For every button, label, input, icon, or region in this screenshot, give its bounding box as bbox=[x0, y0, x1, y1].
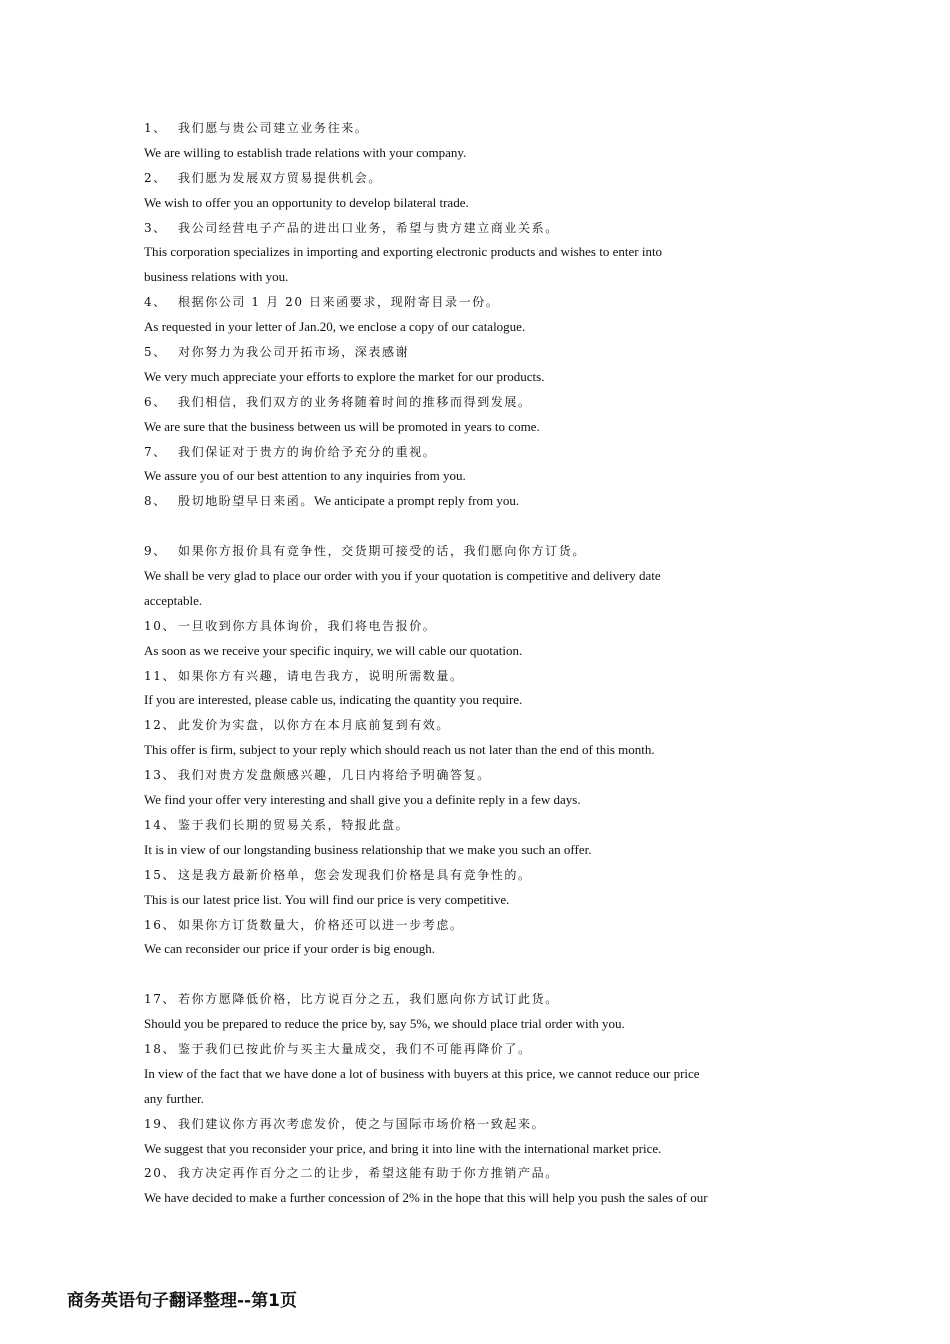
item-number: 1、 bbox=[144, 121, 167, 135]
item-number: 8、 bbox=[144, 494, 167, 509]
chinese-sentence bbox=[144, 539, 784, 564]
english-translation: We shall be very glad to place our order with you if your quotation is competitive and delivery date bbox=[144, 568, 661, 584]
chinese-sentence bbox=[144, 713, 784, 738]
chinese-text: 我们相信，我们双方的业务将随着时间的推移而得到发展。 bbox=[178, 394, 532, 409]
item-number: 19、 bbox=[144, 1116, 177, 1131]
item-number: 17、 bbox=[144, 992, 177, 1007]
chinese-sentence bbox=[144, 1161, 784, 1186]
chinese-sentence bbox=[144, 116, 784, 141]
english-translation: We are willing to establish trade relations with your company. bbox=[144, 144, 467, 160]
chinese-sentence bbox=[144, 440, 784, 465]
english-translation: We have decided to make a further concession of 2% in the hope that this will help you push the sales of our bbox=[144, 1190, 708, 1206]
chinese-text: 若你方愿降低价格，比方说百分之五，我们愿向你方试订此货。 bbox=[178, 992, 559, 1007]
chinese-text: 如果你方报价具有竞争性，交货期可接受的话，我们愿向你方订货。 bbox=[178, 544, 587, 559]
item-number: 5、 bbox=[144, 345, 167, 360]
item-number: 7、 bbox=[144, 444, 167, 459]
chinese-text: 这是我方最新价格单，您会发现我们价格是具有竞争性的。 bbox=[178, 867, 532, 882]
chinese-text: 鉴于我们长期的贸易关系，特报此盘。 bbox=[178, 817, 410, 832]
english-translation: any further. bbox=[144, 1090, 204, 1106]
chinese-text: 如果你方有兴趣，请电告我方，说明所需数量。 bbox=[178, 668, 464, 683]
english-translation: It is in view of our longstanding business relationship that we make you such an offer. bbox=[144, 841, 592, 857]
chinese-sentence bbox=[144, 863, 784, 888]
item-number: 18、 bbox=[144, 1041, 177, 1056]
chinese-sentence bbox=[144, 813, 784, 838]
english-translation: This corporation specializes in importing and exporting electronic products and wishes to enter into bbox=[144, 244, 663, 260]
english-translation: If you are interested, please cable us, indicating the quantity you require. bbox=[144, 692, 523, 708]
chinese-sentence bbox=[144, 216, 784, 241]
section-spacer bbox=[144, 514, 784, 539]
english-translation: We assure you of our best attention to any inquiries from you. bbox=[144, 468, 466, 484]
chinese-sentence bbox=[144, 489, 784, 514]
chinese-text: 我公司经营电子产品的进出口业务，希望与贵方建立商业关系。 bbox=[178, 220, 559, 235]
english-translation: In view of the fact that we have done a lot of business with buyers at this price, we cannot reduce our price bbox=[144, 1065, 700, 1081]
english-translation: We suggest that you reconsider your price, and bring it into line with the international market price. bbox=[144, 1140, 662, 1156]
chinese-sentence bbox=[144, 290, 784, 315]
chinese-text: 根据你公司 1 月 20 日来函要求，现附寄目录一份。 bbox=[178, 295, 500, 310]
english-translation: acceptable. bbox=[144, 592, 203, 608]
english-translation: This offer is firm, subject to your reply which should reach us not later than the end of this month. bbox=[144, 742, 655, 758]
item-number: 2、 bbox=[144, 170, 167, 185]
english-translation: We find your offer very interesting and shall give you a definite reply in a few days. bbox=[144, 792, 581, 808]
chinese-sentence bbox=[144, 1037, 784, 1062]
item-number: 14、 bbox=[144, 817, 177, 832]
item-number: 10、 bbox=[144, 618, 177, 633]
english-translation: Should you be prepared to reduce the price by, say 5%, we should place trial order with you. bbox=[144, 1016, 625, 1032]
chinese-sentence bbox=[144, 390, 784, 415]
chinese-text: 我们愿为发展双方贸易提供机会。 bbox=[178, 170, 383, 185]
english-translation: We are sure that the business between us will be promoted in years to come. bbox=[144, 418, 540, 434]
chinese-sentence bbox=[144, 763, 784, 788]
chinese-text: 一旦收到你方具体询价，我们将电告报价。 bbox=[178, 618, 437, 633]
chinese-text: 我们愿与贵公司建立业务往来。 bbox=[178, 121, 369, 135]
english-translation: As soon as we receive your specific inquiry, we will cable our quotation. bbox=[144, 642, 523, 658]
item-number: 6、 bbox=[144, 394, 167, 409]
chinese-text: 此发价为实盘，以你方在本月底前复到有效。 bbox=[178, 718, 451, 733]
chinese-sentence bbox=[144, 340, 784, 365]
item-number: 20、 bbox=[144, 1166, 177, 1181]
item-number: 15、 bbox=[144, 867, 177, 882]
english-translation: This is our latest price list. You will find our price is very competitive. bbox=[144, 891, 510, 907]
item-number: 11、 bbox=[144, 668, 177, 683]
chinese-text: 对你努力为我公司开拓市场，深表感谢 bbox=[178, 345, 410, 360]
chinese-text: 鉴于我们已按此价与买主大量成交，我们不可能再降价了。 bbox=[178, 1041, 532, 1056]
chinese-text: 我们对贵方发盘颇感兴趣，几日内将给予明确答复。 bbox=[178, 768, 491, 783]
chinese-text: 我们建议你方再次考虑发价，使之与国际市场价格一致起来。 bbox=[178, 1116, 546, 1131]
english-translation: business relations with you. bbox=[144, 269, 289, 285]
chinese-text: 殷切地盼望早日来函。 bbox=[178, 494, 315, 509]
page-footer: 商务英语句子翻译整理--第1页 bbox=[67, 1291, 297, 1311]
item-number: 4、 bbox=[144, 295, 167, 310]
item-number: 16、 bbox=[144, 917, 177, 932]
item-number: 12、 bbox=[144, 718, 177, 733]
english-translation: We very much appreciate your efforts to explore the market for our products. bbox=[144, 368, 545, 384]
chinese-sentence bbox=[144, 664, 784, 689]
item-number: 3、 bbox=[144, 220, 167, 235]
section-spacer bbox=[144, 962, 784, 987]
chinese-text: 我方决定再作百分之二的让步，希望这能有助于你方推销产品。 bbox=[178, 1166, 559, 1181]
chinese-text: 我们保证对于贵方的询价给予充分的重视。 bbox=[178, 444, 437, 459]
english-translation: As requested in your letter of Jan.20, we enclose a copy of our catalogue. bbox=[144, 319, 526, 335]
chinese-sentence bbox=[144, 987, 784, 1012]
sentence-list bbox=[144, 116, 784, 1211]
chinese-sentence bbox=[144, 1112, 784, 1137]
chinese-sentence bbox=[144, 913, 784, 938]
english-translation: We wish to offer you an opportunity to develop bilateral trade. bbox=[144, 194, 469, 210]
english-translation: We can reconsider our price if your order is big enough. bbox=[144, 941, 435, 957]
chinese-sentence bbox=[144, 166, 784, 191]
chinese-sentence bbox=[144, 614, 784, 639]
chinese-text: 如果你方订货数量大，价格还可以进一步考虑。 bbox=[178, 917, 464, 932]
item-number: 9、 bbox=[144, 544, 167, 559]
item-number: 13、 bbox=[144, 768, 177, 783]
english-translation-inline: We anticipate a prompt reply from you. bbox=[314, 493, 520, 509]
